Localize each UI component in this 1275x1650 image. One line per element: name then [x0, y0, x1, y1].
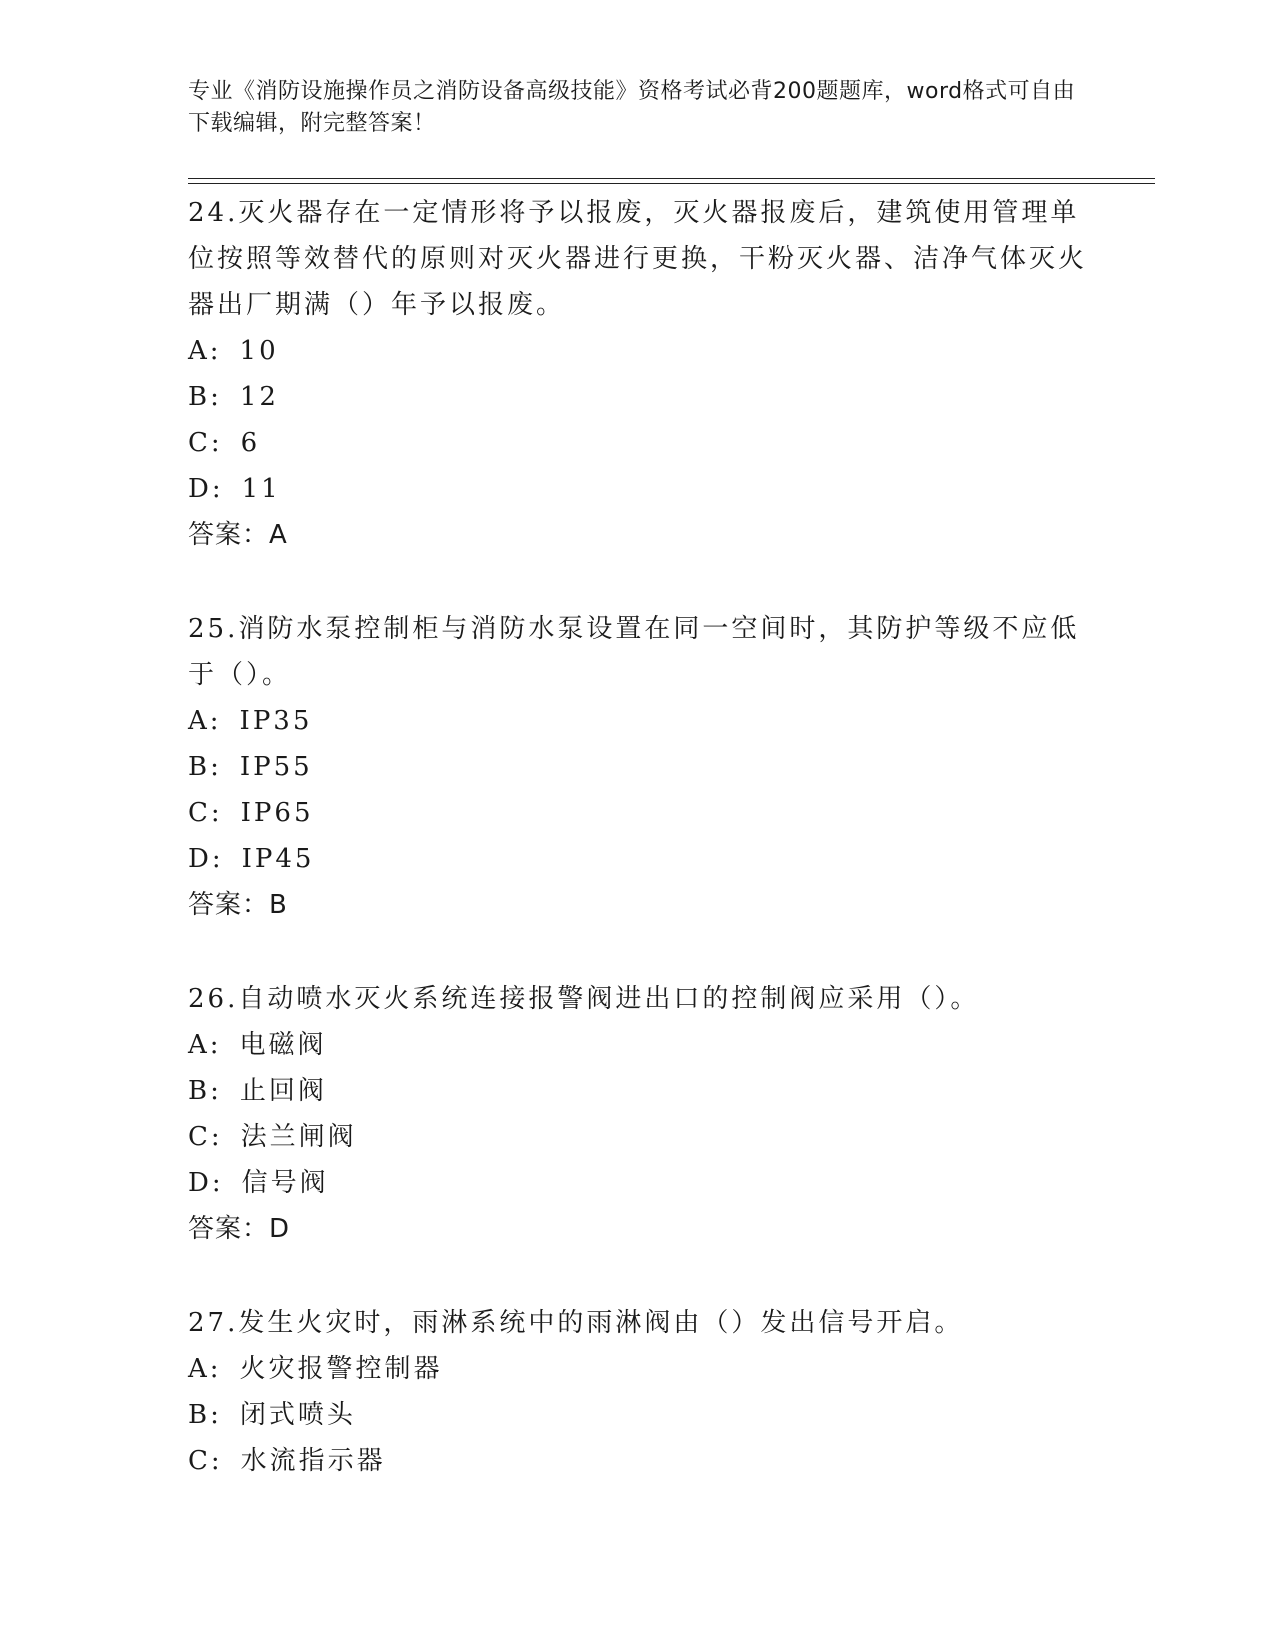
- option-a: [188, 1346, 1088, 1392]
- option-text: 10: [239, 336, 279, 366]
- option-text: 信号阀: [241, 1168, 329, 1198]
- option-text: 法兰闸阀: [240, 1122, 357, 1152]
- option-key: C:: [188, 1122, 223, 1152]
- answer-line: 答案：B: [188, 890, 288, 920]
- option-key: A:: [188, 1354, 222, 1384]
- option-key: B:: [188, 752, 222, 782]
- option-b: [188, 1068, 1088, 1114]
- option-key: B:: [188, 382, 222, 412]
- option-text: 6: [240, 428, 261, 458]
- option-text: 11: [241, 474, 281, 504]
- option-text: IP55: [239, 752, 313, 782]
- option-text: IP65: [240, 798, 314, 828]
- option-key: A:: [188, 706, 222, 736]
- question-26: [188, 976, 1088, 1252]
- option-text: 水流指示器: [240, 1446, 386, 1476]
- question-27: [188, 1300, 1088, 1484]
- option-c: [188, 1438, 1088, 1484]
- option-key: C:: [188, 428, 223, 458]
- option-text: 12: [239, 382, 279, 412]
- option-key: B:: [188, 1076, 222, 1106]
- answer-line: 答案：D: [188, 1214, 291, 1244]
- option-a: [188, 328, 1088, 374]
- document-header: 专业《消防设施操作员之消防设备高级技能》资格考试必背200题题库，word格式可自由下载编辑，附完整答案！: [188, 79, 1076, 136]
- option-b: [188, 744, 1088, 790]
- option-key: D:: [188, 844, 224, 874]
- option-d: [188, 1160, 1088, 1206]
- option-key: C:: [188, 1446, 223, 1476]
- question-stem: 24.灭火器存在一定情形将予以报废，灭火器报废后，建筑使用管理单位按照等效替代的原则对灭火器进行更换，干粉灭火器、洁净气体灭火器出厂期满（）年予以报废。: [188, 198, 1088, 320]
- answer-line: 答案：A: [188, 520, 288, 550]
- option-b: [188, 374, 1088, 420]
- option-text: 火灾报警控制器: [239, 1354, 443, 1384]
- option-a: [188, 698, 1088, 744]
- header-divider-bottom: [188, 183, 1155, 184]
- option-text: 电磁阀: [239, 1030, 327, 1060]
- option-key: C:: [188, 798, 223, 828]
- option-text: 止回阀: [239, 1076, 327, 1106]
- question-24: [188, 190, 1088, 558]
- option-key: B:: [188, 1400, 222, 1430]
- option-c: [188, 420, 1088, 466]
- option-key: A:: [188, 1030, 222, 1060]
- question-list: [188, 190, 1088, 1532]
- question-stem: 25.消防水泵控制柜与消防水泵设置在同一空间时，其防护等级不应低于（）。: [188, 614, 1080, 690]
- option-key: D:: [188, 1168, 224, 1198]
- option-text: IP35: [239, 706, 313, 736]
- option-c: [188, 1114, 1088, 1160]
- option-text: 闭式喷头: [239, 1400, 356, 1430]
- header-divider-top: [188, 178, 1155, 179]
- option-key: D:: [188, 474, 224, 504]
- question-stem: 26.自动喷水灭火系统连接报警阀进出口的控制阀应采用（）。: [188, 984, 980, 1014]
- option-text: IP45: [241, 844, 315, 874]
- option-key: A:: [188, 336, 222, 366]
- question-25: [188, 606, 1088, 928]
- option-d: [188, 466, 1088, 512]
- option-a: [188, 1022, 1088, 1068]
- option-b: [188, 1392, 1088, 1438]
- option-c: [188, 790, 1088, 836]
- option-d: [188, 836, 1088, 882]
- question-stem: 27.发生火灾时，雨淋系统中的雨淋阀由（）发出信号开启。: [188, 1308, 964, 1338]
